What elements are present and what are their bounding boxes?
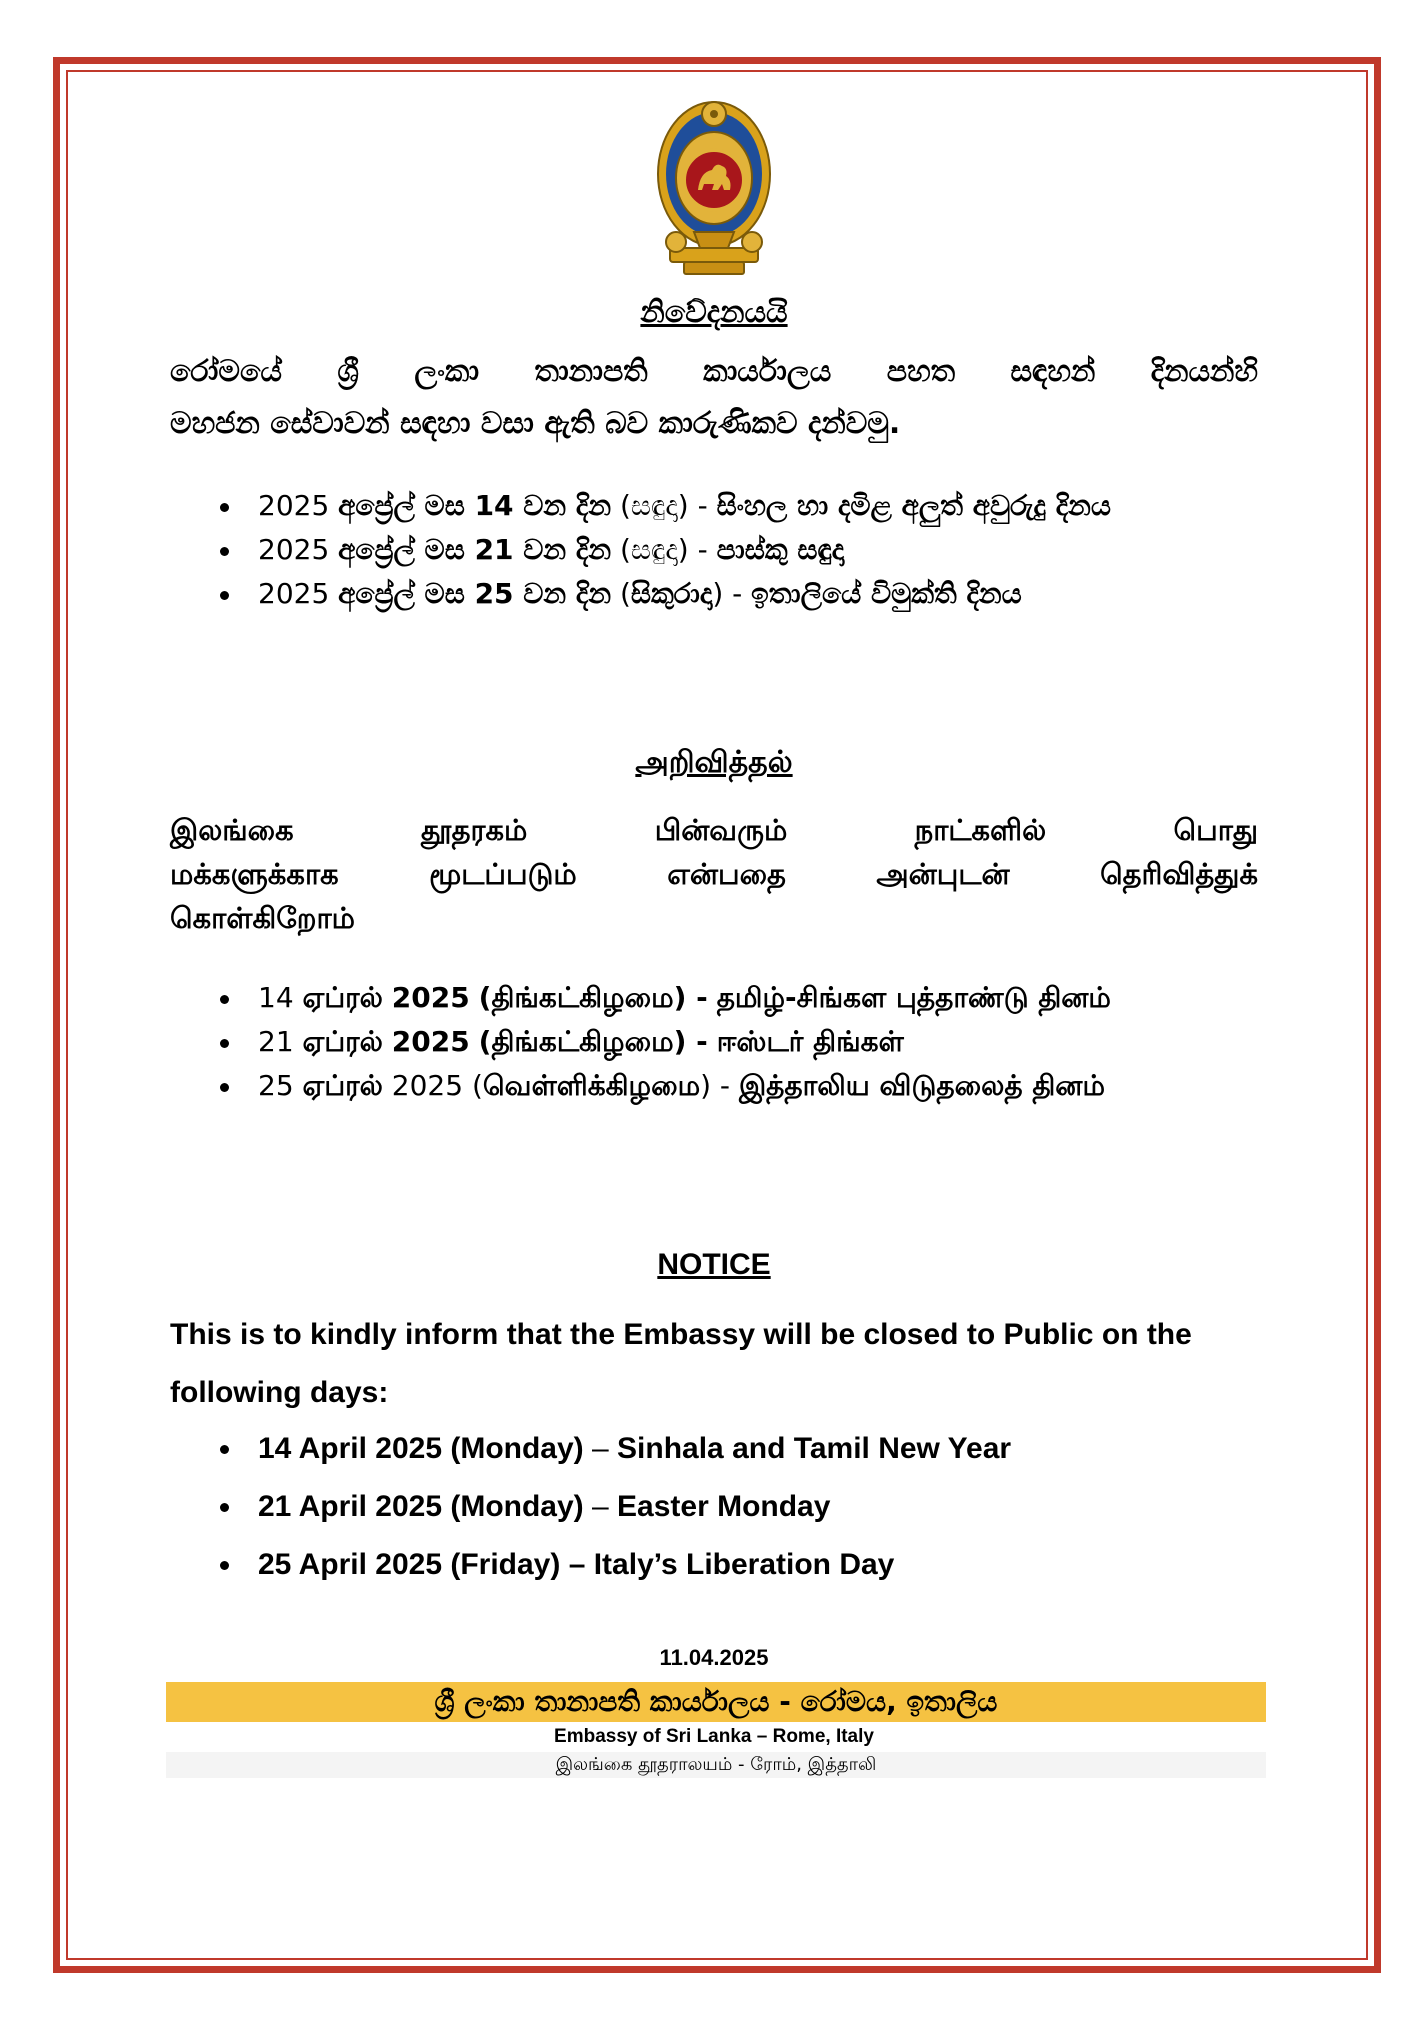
english-paragraph: This is to kindly inform that the Embassy will be closed to Public on the following days:	[170, 1318, 1192, 1409]
footer-english-name: Embassy of Sri Lanka – Rome, Italy	[554, 1726, 874, 1747]
list-item: 2025 අප්‍රේල් මස 21 වන දින (සඳුදා) - පාස්කු සඳුදා	[170, 530, 1260, 570]
english-holiday-list	[170, 1420, 1260, 1594]
tamil-paragraph-line: இலங்கை தூதரகம் பின்வரும் நாட்களில் பொது	[170, 813, 1258, 847]
list-item: 21 April 2025 (Monday) – Easter Monday	[170, 1478, 1260, 1536]
notice-heading: NOTICE	[657, 1248, 771, 1281]
footer-tamil-name: இலங்கை தூதராலயம் - ரோம், இத்தாலி	[166, 1752, 1266, 1778]
sri-lanka-emblem-icon	[650, 92, 778, 278]
tamil-heading: அறிவித்தல்	[635, 745, 793, 780]
sinhala-heading: නිවේදනයයි	[640, 295, 788, 330]
sinhala-paragraph	[170, 346, 1258, 450]
list-item: 14 April 2025 (Monday) – Sinhala and Tamil New Year	[170, 1420, 1260, 1478]
footer-sinhala-bar: ශ්‍රී ලංකා තානාපති කාර්යාලය - රෝමය, ඉතාලිය	[166, 1682, 1266, 1722]
sinhala-paragraph-line: රෝමයේ ශ්‍රී ලංකා තානාපති කාර්යාලය පහත සඳහන් දිනයන්හි	[170, 354, 1258, 389]
list-item: 21 ஏப்ரல் 2025 (திங்கட்கிழமை) - ஈஸ்டர் திங்கள்	[170, 1022, 1260, 1062]
list-item: 14 ஏப்ரல் 2025 (திங்கட்கிழமை) - தமிழ்-சிங்கள புத்தாண்டு தினம்	[170, 978, 1260, 1018]
sinhala-holiday-list	[170, 486, 1260, 618]
tamil-paragraph-line: கொள்கிறோம்	[170, 901, 356, 935]
list-item: 2025 අප්‍රේල් මස 25 වන දින (සිකුරාදා) - ඉතාලියේ විමුක්ති දිනය	[170, 574, 1260, 614]
list-item: 2025 අප්‍රේල් මස 14 වන දින (සඳුදා) - සිංහල හා දමිළ අලුත් අවුරුදු දිනය	[170, 486, 1260, 526]
list-item: 25 April 2025 (Friday) – Italy’s Liberation Day	[170, 1536, 1260, 1594]
list-item: 25 ஏப்ரல் 2025 (வெள்ளிக்கிழமை) - இத்தாலிய விடுதலைத் தினம்	[170, 1066, 1260, 1106]
sinhala-paragraph-line: මහජන සේවාවන් සඳහා වසා ඇති බව කාරුණිකව දන්වමු.	[170, 406, 901, 441]
tamil-paragraph	[170, 808, 1258, 940]
notice-date: 11.04.2025	[659, 1645, 769, 1670]
tamil-holiday-list	[170, 978, 1260, 1110]
tamil-paragraph-line: மக்களுக்காக மூடப்படும் என்பதை அன்புடன் தெரிவித்துக்	[170, 857, 1258, 891]
